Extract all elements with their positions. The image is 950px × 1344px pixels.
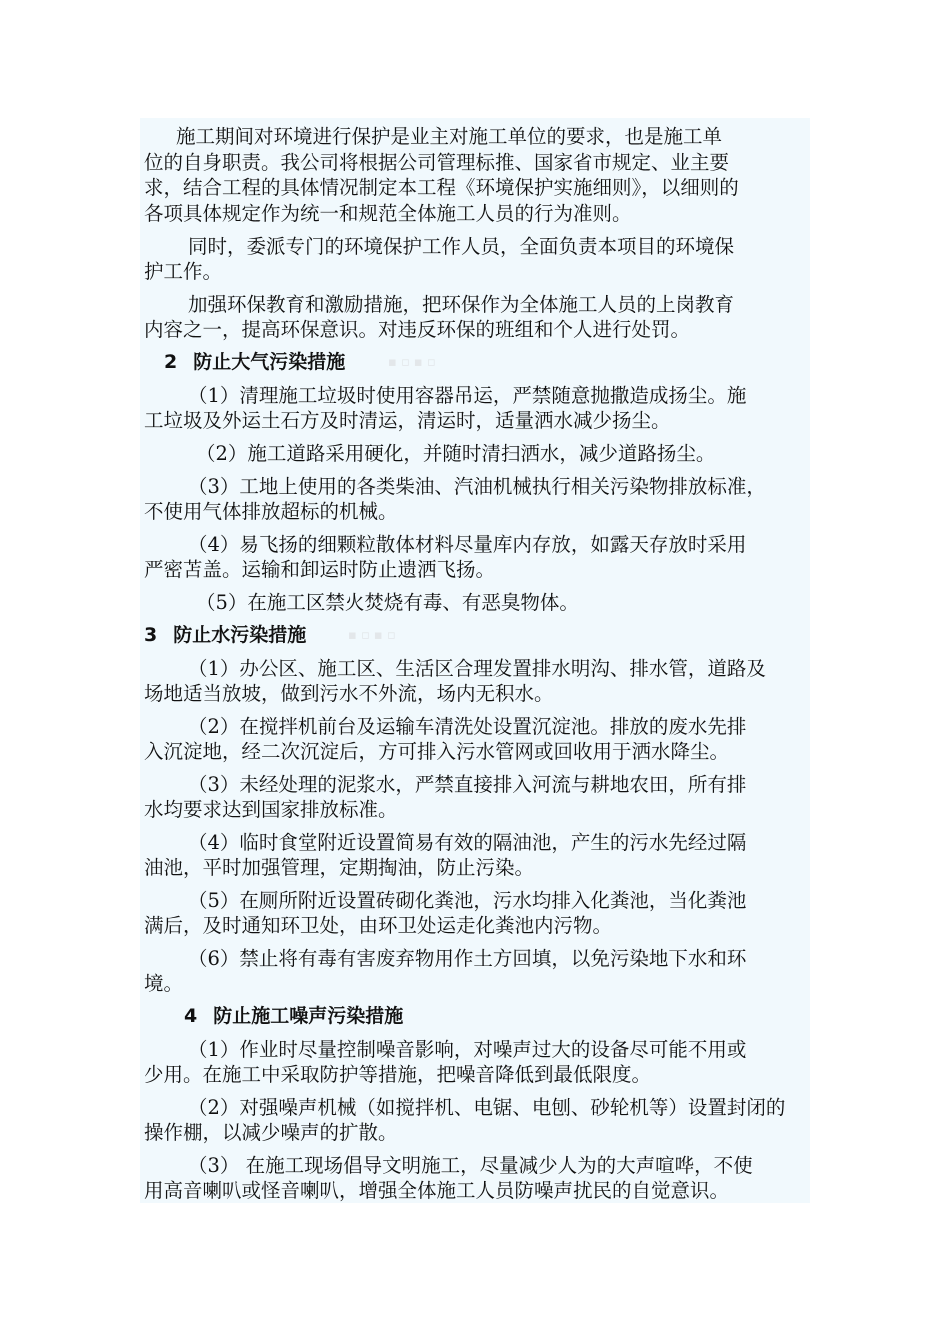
list-item-line: 不使用气体排放超标的机械。 [144, 500, 398, 523]
section-title: 防止水污染措施 [173, 624, 307, 646]
list-item-line: （5）在厕所附近设置砖砌化粪池，污水均排入化粪池，当化粪池 [188, 889, 747, 912]
paragraph-line: 护工作。 [144, 260, 223, 283]
list-item-line: 用高音喇叭或怪音喇叭，增强全体施工人员防噪声扰民的自觉意识。 [144, 1179, 730, 1202]
list-item-line: （1）办公区、施工区、生活区合理发置排水明沟、排水管，道路及 [188, 657, 766, 680]
list-item-line: 入沉淀地，经二次沉淀后，方可排入污水管网或回收用于洒水降尘。 [144, 740, 730, 763]
list-item-line: （3） 在施工现场倡导文明施工，尽量减少人为的大声喧哗，不使 [188, 1154, 753, 1177]
list-item-line: （3）未经处理的泥浆水，严禁直接排入河流与耕地农田，所有排 [188, 773, 747, 796]
paragraph-line: 各项具体规定作为统一和规范全体施工人员的行为准则。 [144, 202, 632, 225]
section-number: 2 [164, 351, 178, 373]
list-item-line: （2）施工道路采用硬化，并随时清扫洒水，减少道路扬尘。 [196, 442, 716, 465]
section-number: 4 [184, 1005, 198, 1027]
list-item-line: 满后，及时通知环卫处，由环卫处运走化粪池内污物。 [144, 914, 613, 937]
list-item-line: 油池，平时加强管理，定期掏油，防止污染。 [144, 856, 535, 879]
section-number: 3 [144, 624, 158, 646]
list-item-line: （1）作业时尽量控制噪音影响，对噪声过大的设备尽可能不用或 [188, 1038, 747, 1061]
section-heading-2 [164, 350, 345, 375]
list-item-line: （4）临时食堂附近设置简易有效的隔油池，产生的污水先经过隔 [188, 831, 747, 854]
list-item-line: 操作棚，以减少噪声的扩散。 [144, 1121, 398, 1144]
paragraph-line: 同时，委派专门的环境保护工作人员，全面负责本项目的环境保 [188, 235, 735, 258]
list-item-line: 严密苫盖。运输和卸运时防止遗洒飞扬。 [144, 558, 496, 581]
list-item-line: （2）对强噪声机械（如搅拌机、电锯、电刨、砂轮机等）设置封闭的 [188, 1096, 786, 1119]
watermark-mark: ▪ ▫ ▪ ▫ [348, 628, 396, 643]
list-item-line: 少用。在施工中采取防护等措施，把噪音降低到最低限度。 [144, 1063, 652, 1086]
list-item-line: （6）禁止将有毒有害废弃物用作土方回填，以免污染地下水和环 [188, 947, 747, 970]
section-heading-3 [144, 623, 306, 648]
list-item-line: 工垃圾及外运土石方及时清运，清运时，适量洒水减少扬尘。 [144, 409, 671, 432]
list-item-line: （1）清理施工垃圾时使用容器吊运，严禁随意抛撒造成扬尘。施 [188, 384, 747, 407]
list-item-line: （4）易飞扬的细颗粒散体材料尽量库内存放，如露天存放时采用 [188, 533, 747, 556]
list-item-line: 场地适当放坡，做到污水不外流，场内无积水。 [144, 682, 554, 705]
list-item-line: （2）在搅拌机前台及运输车清洗处设置沉淀池。排放的废水先排 [188, 715, 747, 738]
paragraph-line: 内容之一，提高环保意识。对违反环保的班组和个人进行处罚。 [144, 318, 691, 341]
paragraph-line: 加强环保教育和激励措施，把环保作为全体施工人员的上岗教育 [188, 293, 735, 316]
paragraph-line: 位的自身职责。我公司将根据公司管理标推、国家省市规定、业主要 [144, 151, 730, 174]
paragraph-line: 施工期间对环境进行保护是业主对施工单位的要求，也是施工单 [176, 125, 723, 148]
watermark-mark: ▪ ▫ ▪ ▫ [388, 355, 436, 370]
list-item-line: （5）在施工区禁火焚烧有毒、有恶臭物体。 [196, 591, 579, 614]
section-heading-4 [184, 1004, 403, 1029]
section-title: 防止施工噪声污染措施 [213, 1005, 404, 1027]
list-item-line: 水均要求达到国家排放标准。 [144, 798, 398, 821]
section-title: 防止大气污染措施 [193, 351, 346, 373]
list-item-line: 境。 [144, 972, 184, 995]
list-item-line: （3）工地上使用的各类柴油、汽油机械执行相关污染物排放标准， [188, 475, 766, 498]
paragraph-line: 求，结合工程的具体情况制定本工程《环境保护实施细则》，以细则的 [144, 176, 739, 199]
